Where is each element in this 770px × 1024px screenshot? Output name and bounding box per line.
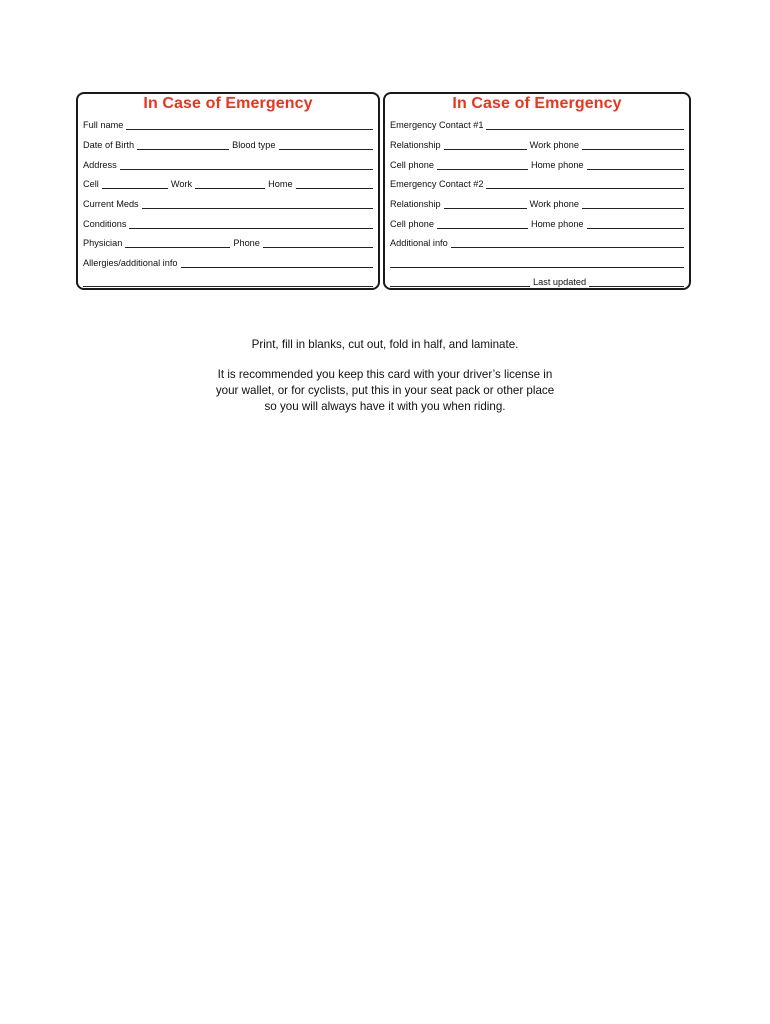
address-field[interactable] [120, 160, 373, 170]
current-meds-field[interactable] [142, 199, 373, 209]
cell-phone-1-label: Cell phone [390, 160, 434, 170]
work-phone-1-label: Work phone [529, 140, 579, 150]
last-updated-field[interactable] [589, 277, 684, 287]
cell-field[interactable] [102, 179, 168, 189]
additional-info-field[interactable] [451, 238, 684, 248]
physician-row [83, 234, 373, 248]
phones-row [83, 175, 373, 189]
address-label: Address [83, 160, 117, 170]
work-phone-2-field[interactable] [582, 199, 684, 209]
allergies-extra-row [83, 273, 373, 287]
emergency-contact-1-label: Emergency Contact #1 [390, 120, 484, 130]
allergies-label: Allergies/additional info [83, 258, 178, 268]
relationship-1-row [390, 136, 684, 150]
additional-info-extra-field[interactable] [390, 258, 684, 268]
current-meds-label: Current Meds [83, 199, 139, 209]
instructions [160, 337, 610, 415]
allergies-row [83, 254, 373, 268]
emergency-contact-2-label: Emergency Contact #2 [390, 179, 484, 189]
card-title: In Case of Emergency [452, 95, 622, 112]
home-phone-1-field[interactable] [587, 160, 684, 170]
current-meds-row [83, 195, 373, 209]
cell-phone-2-label: Cell phone [390, 219, 434, 229]
full-name-label: Full name [83, 120, 124, 130]
physician-label: Physician [83, 238, 123, 248]
cell-phone-1-field[interactable] [437, 160, 528, 170]
cell-label: Cell [83, 179, 99, 189]
dob-blood-row [83, 136, 373, 150]
physician-phone-field[interactable] [263, 238, 373, 248]
home-phone-2-field[interactable] [587, 219, 684, 229]
ice-card-front [76, 92, 380, 290]
emergency-contact-2-field[interactable] [486, 179, 684, 189]
instructions-para-2-line-1: It is recommended you keep this card with your driver’s license in [217, 368, 553, 381]
home-label: Home [268, 179, 293, 189]
last-updated-row [390, 273, 684, 287]
instructions-para-2-line-2: your wallet, or for cyclists, put this in your seat pack or other place [215, 384, 555, 397]
additional-info-label: Additional info [390, 238, 448, 248]
home-field[interactable] [296, 179, 373, 189]
conditions-row [83, 215, 373, 229]
additional-info-extra-field-2[interactable] [390, 277, 530, 287]
conditions-field[interactable] [129, 219, 373, 229]
ice-card [76, 92, 691, 292]
cell-phone-2-field[interactable] [437, 219, 528, 229]
last-updated-label: Last updated [533, 277, 587, 287]
conditions-label: Conditions [83, 219, 127, 229]
physician-field[interactable] [125, 238, 230, 248]
relationship-2-field[interactable] [444, 199, 527, 209]
date-of-birth-field[interactable] [137, 140, 229, 150]
relationship-2-label: Relationship [390, 199, 441, 209]
additional-info-extra-row [390, 254, 684, 268]
date-of-birth-label: Date of Birth [83, 140, 135, 150]
emergency-contact-2-row [390, 175, 684, 189]
ice-card-back [383, 92, 691, 290]
instructions-line-1: Print, fill in blanks, cut out, fold in half, and laminate. [251, 338, 519, 351]
home-phone-2-label: Home phone [530, 219, 584, 229]
instructions-para-2-line-3: so you will always have it with you when riding. [264, 400, 506, 413]
full-name-row [83, 116, 373, 130]
home-phone-1-label: Home phone [530, 160, 584, 170]
additional-info-row [390, 234, 684, 248]
cell-phone-2-row [390, 215, 684, 229]
allergies-field[interactable] [181, 258, 374, 268]
full-name-field[interactable] [126, 120, 373, 130]
relationship-1-field[interactable] [444, 140, 527, 150]
allergies-extra-field[interactable] [83, 277, 373, 287]
phone-label: Phone [233, 238, 260, 248]
cell-phone-1-row [390, 156, 684, 170]
address-row [83, 156, 373, 170]
relationship-1-label: Relationship [390, 140, 441, 150]
relationship-2-row [390, 195, 684, 209]
work-phone-1-field[interactable] [582, 140, 684, 150]
emergency-contact-1-row [390, 116, 684, 130]
work-field[interactable] [195, 179, 265, 189]
card-title: In Case of Emergency [143, 95, 313, 112]
emergency-contact-1-field[interactable] [486, 120, 684, 130]
work-phone-2-label: Work phone [529, 199, 579, 209]
work-label: Work [170, 179, 193, 189]
blood-type-label: Blood type [232, 140, 276, 150]
blood-type-field[interactable] [279, 140, 374, 150]
